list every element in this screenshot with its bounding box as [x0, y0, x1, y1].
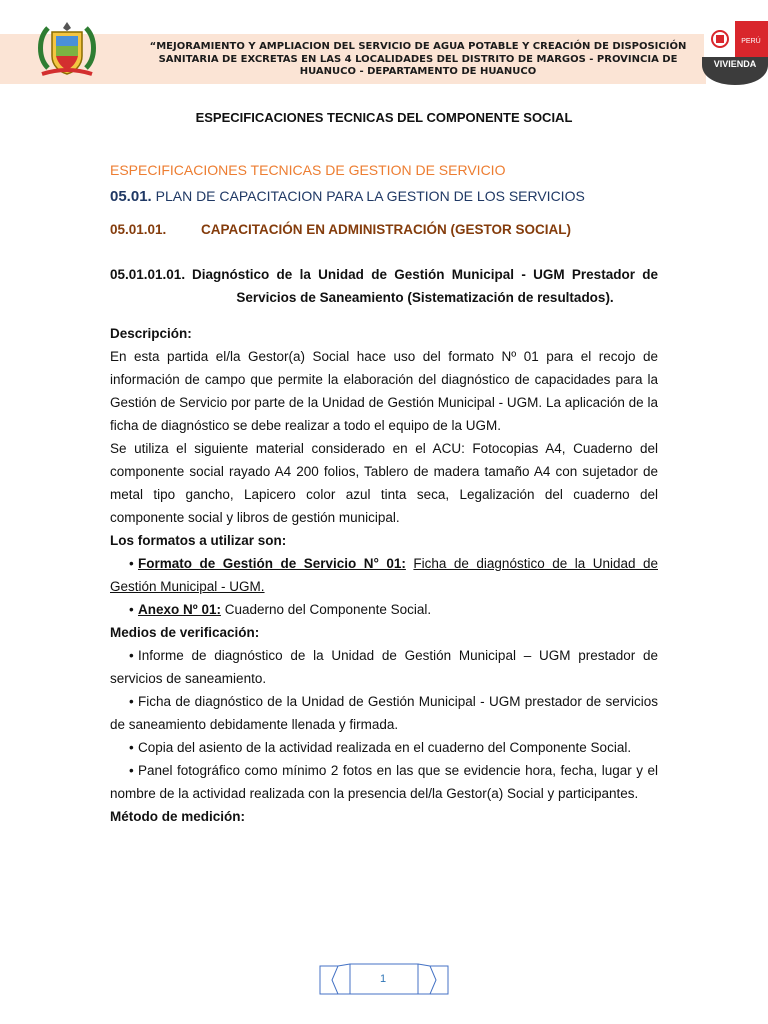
formato-text: Ficha de diagnóstico de la Unidad de Gestión Municipal - UGM.: [110, 556, 658, 594]
list-item: [110, 552, 658, 598]
descripcion-label: Descripción:: [110, 326, 192, 341]
bullet-icon: •: [129, 763, 134, 778]
bullet-icon: •: [129, 694, 134, 709]
item-title: Diagnóstico de la Unidad de Gestión Municipal - UGM Prestador de Servicios de Saneamiento (Sistematización de resultados).: [192, 267, 658, 305]
document-title: ESPECIFICACIONES TECNICAS DEL COMPONENTE SOCIAL: [195, 110, 573, 125]
bullet-icon: •: [129, 602, 134, 617]
project-title: “MEJORAMIENTO Y AMPLIACION DEL SERVICIO DE AGUA POTABLE Y CREACIÓN DE DISPOSICIÓN SANITARIA DE EXCRETAS EN LAS 4 LOCALIDADES DEL DISTRITO DE MARGOS - PROVINCIA DE HUANUCO - DEPARTAMENTO DE HUANUCO: [149, 41, 687, 77]
specification-body: [110, 263, 658, 828]
subsection-heading-capacitacion: [110, 222, 571, 237]
subsection-number: 05.01.01.: [110, 222, 167, 237]
bullet-icon: •: [129, 740, 134, 755]
section-title: PLAN DE CAPACITACION PARA LA GESTION DE LOS SERVICIOS: [155, 188, 585, 204]
medios-list: [110, 644, 658, 805]
medio-text: Copia del asiento de la actividad realizada en el cuaderno del Componente Social.: [138, 740, 632, 755]
formatos-list: [110, 552, 658, 621]
page-number: 1: [379, 973, 387, 985]
list-item: [110, 759, 658, 805]
bullet-icon: •: [129, 648, 134, 663]
anexo-text: Cuaderno del Componente Social.: [224, 602, 432, 617]
medio-text: Panel fotográfico como mínimo 2 fotos en las que se evidencie hora, fecha, lugar y el nombre de la actividad realizada con la presencia del/la Gestor(a) Social y participantes.: [110, 763, 658, 801]
list-item: [110, 690, 658, 736]
vivienda-logo-icon: [702, 21, 768, 85]
municipal-coat-of-arms-icon: [36, 20, 98, 82]
medio-text: Ficha de diagnóstico de la Unidad de Gestión Municipal - UGM prestador de servicios de saneamiento debidamente llenada y firmada.: [110, 694, 658, 732]
formato-bold-label: Formato de Gestión de Servicio N° 01:: [138, 556, 406, 571]
item-number: 05.01.01.01.: [110, 267, 186, 282]
spacer: [110, 309, 658, 322]
section-heading-plan-capacitacion: [110, 188, 585, 205]
list-item: [110, 598, 658, 621]
metodo-label: Método de medición:: [110, 809, 245, 824]
subsection-title: CAPACITACIÓN EN ADMINISTRACIÓN (GESTOR SOCIAL): [201, 222, 571, 237]
vivienda-label: VIVIENDA: [713, 59, 757, 69]
medio-text: Informe de diagnóstico de la Unidad de Gestión Municipal – UGM prestador de servicios de saneamiento.: [110, 648, 658, 686]
medios-label: Medios de verificación:: [110, 625, 260, 640]
item-heading: [110, 263, 658, 309]
peru-label: PERÚ: [741, 38, 761, 45]
bullet-icon: •: [129, 556, 134, 571]
list-item: [110, 736, 658, 759]
anexo-bold-label: Anexo Nº 01:: [138, 602, 221, 617]
descripcion-paragraph-2: Se utiliza el siguiente material considerado en el ACU: Fotocopias A4, Cuaderno del componente social rayado A4 200 folios, Tablero de madera tamaño A4 con sujetador de metal tipo gancho, Lapicero color azul tinta seca, Legalización del cuaderno del componente social y libros de gestión municipal.: [110, 441, 658, 525]
section-number: 05.01.: [110, 188, 152, 205]
descripcion-paragraph-1: En esta partida el/la Gestor(a) Social hace uso del formato Nº 01 para el recojo de información de campo que permite la elaboración del diagnóstico de capacidades para la Gestión de Servicio por parte de la Unidad de Gestión Municipal - UGM. La aplicación de la ficha de diagnóstico se debe realizar a todo el equipo de la UGM.: [110, 349, 658, 433]
formatos-label: Los formatos a utilizar son:: [110, 533, 287, 548]
section-heading-gestion-servicio: ESPECIFICACIONES TECNICAS DE GESTION DE SERVICIO: [110, 162, 506, 178]
list-item: [110, 644, 658, 690]
